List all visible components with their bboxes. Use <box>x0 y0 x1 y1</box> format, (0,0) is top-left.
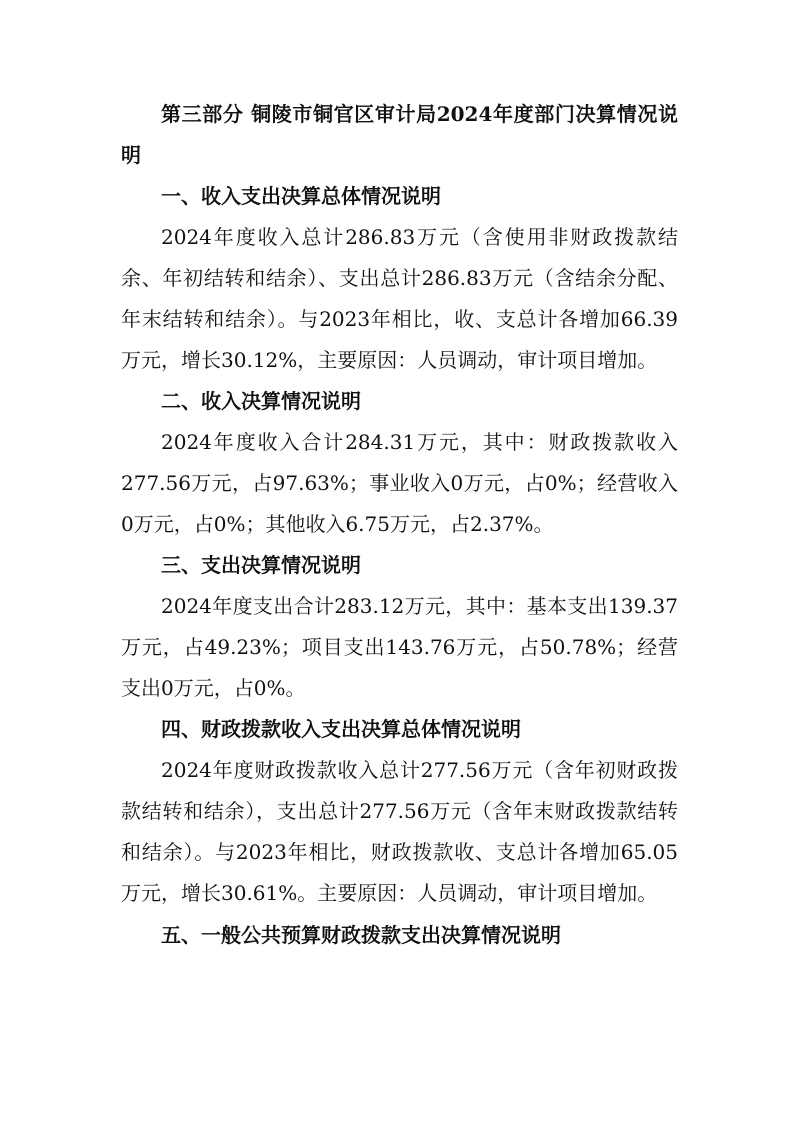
section-heading: 二、收入决算情况说明 <box>161 389 361 413</box>
page-title: 第三部分 铜陵市铜官区审计局2024年度部门决算情况说明 <box>121 102 678 167</box>
section-5 <box>121 915 678 956</box>
section-paragraph: 2024年度支出合计283.12万元，其中：基本支出139.37万元，占49.23%；项目支出143.76万元，占50.78%；经营支出0万元，占0%。 <box>121 594 678 700</box>
section-2 <box>121 381 678 545</box>
section-paragraph: 2024年度收入总计286.83万元（含使用非财政拨款结余、年初结转和结余）、支出总计286.83万元（含结余分配、年末结转和结余）。与2023年相比，收、支总计各增加66.39万元，增长30.12%，主要原因：人员调动，审计项目增加。 <box>121 225 678 372</box>
section-1 <box>121 176 678 381</box>
section-heading: 四、财政拨款收入支出决算总体情况说明 <box>161 717 521 741</box>
section-heading: 五、一般公共预算财政拨款支出决算情况说明 <box>161 923 561 947</box>
section-heading: 三、支出决算情况说明 <box>161 553 361 577</box>
document-page <box>121 94 678 956</box>
section-heading: 一、收入支出决算总体情况说明 <box>161 184 441 208</box>
section-3 <box>121 545 678 709</box>
section-4 <box>121 709 678 914</box>
section-paragraph: 2024年度收入合计284.31万元，其中：财政拨款收入277.56万元，占97.63%；事业收入0万元，占0%；经营收入0万元，占0%；其他收入6.75万元，占2.37%。 <box>121 430 678 536</box>
section-paragraph: 2024年度财政拨款收入总计277.56万元（含年初财政拨款结转和结余），支出总计277.56万元（含年末财政拨款结转和结余）。与2023年相比，财政拨款收、支总计各增加65.05万元，增长30.61%。主要原因：人员调动，审计项目增加。 <box>121 758 678 905</box>
